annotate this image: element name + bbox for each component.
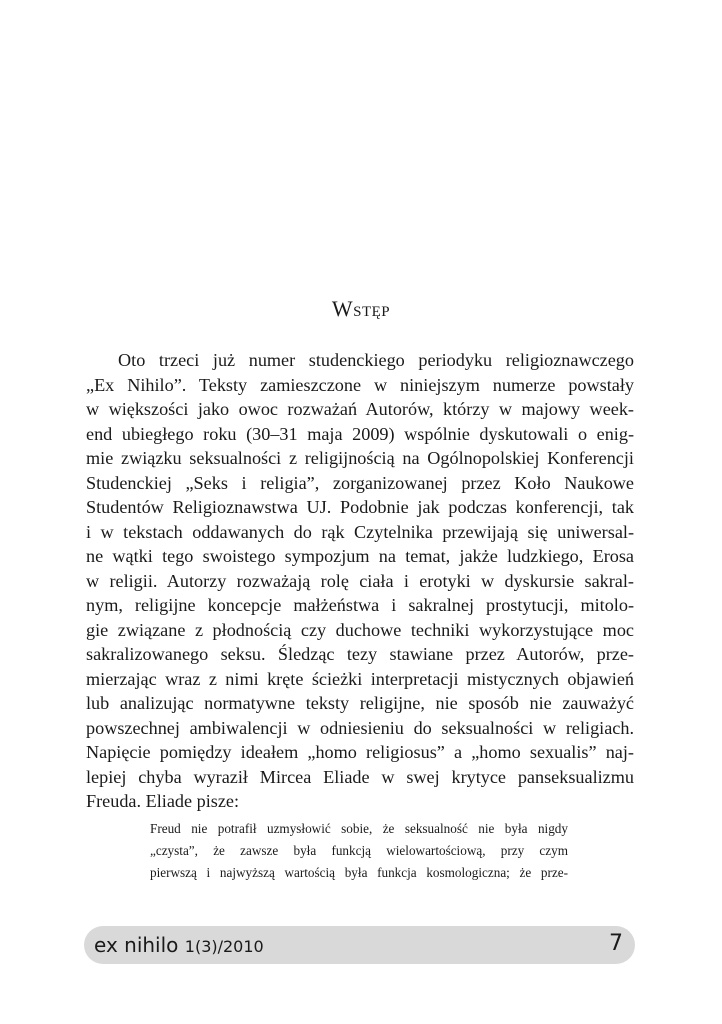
body-line: w większości jako owoc rozważań Autorów, którzy w majowy week- [86,399,634,419]
block-quote [150,818,568,884]
body-line: Oto trzeci już numer studenckiego periodyku religioznawczego [118,350,634,370]
journal-name: ex nihilo [94,933,179,957]
page-number: 7 [609,931,623,956]
body-line: ne wątki tego swoistego sympozjum na temat, jakże ludzkiego, Erosa [86,546,634,566]
body-line: powszechnej ambiwalencji w odniesieniu do seksualności w religiach. [86,717,634,738]
body-line: Studentów Religioznawstwa UJ. Podobnie jak podczas konferencji, tak [86,497,634,517]
body-line: lepiej chyba wyraził Mircea Eliade w swej krytyce panseksualizmu [86,766,634,787]
body-line: Studenckiej „Seks i religia”, zorganizowanej przez Koło Naukowe [86,472,634,493]
body-line: mie związku seksualności z religijnością na Ogólnopolskiej Konferencji [86,448,634,468]
body-line: mierzając wraz z nimi kręte ścieżki interpretacji mistycznych objawień [86,668,634,689]
body-line: i w tekstach oddawanych do rąk Czytelnika przewijają się uniwersal- [86,521,634,542]
body-line: gie związane z płodnością czy duchowe techniki wykorzystujące moc [86,619,634,640]
body-line: w religii. Autorzy rozważają rolę ciała i erotyki w dyskursie sakral- [86,570,634,591]
page-footer [84,926,635,964]
section-heading: Wstęp [331,296,391,321]
body-line: Freuda. Eliade pisze: [86,791,240,811]
body-line: Napięcie pomiędzy ideałem „homo religiosus” a „homo sexualis” naj- [86,742,634,762]
quote-line: „czysta”, że zawsze była funkcją wielowartościową, przy czym [150,843,568,858]
body-line: end ubiegłego roku (30–31 maja 2009) wspólnie dyskutowali o enig- [86,423,634,444]
journal-issue: 1(3)/2010 [184,937,264,956]
body-line: nym, religijne koncepcje małżeństwa i sakralnej prostytucji, mitolo- [86,595,634,615]
journal-title [94,930,264,962]
body-line: sakralizowanego seksu. Śledząc tezy stawiane przez Autorów, prze- [86,644,634,664]
body-line: „Ex Nihilo”. Teksty zamieszczone w niniejszym numerze powstały [86,374,634,395]
quote-line: pierwszą i najwyższą wartością była funkcja kosmologiczna; że prze- [150,865,568,880]
body-line: lub analizując normatywne teksty religijne, nie sposób nie zauważyć [86,693,634,713]
body-paragraph [86,348,634,814]
quote-line: Freud nie potrafił uzmysłowić sobie, że seksualność nie była nigdy [150,821,568,836]
